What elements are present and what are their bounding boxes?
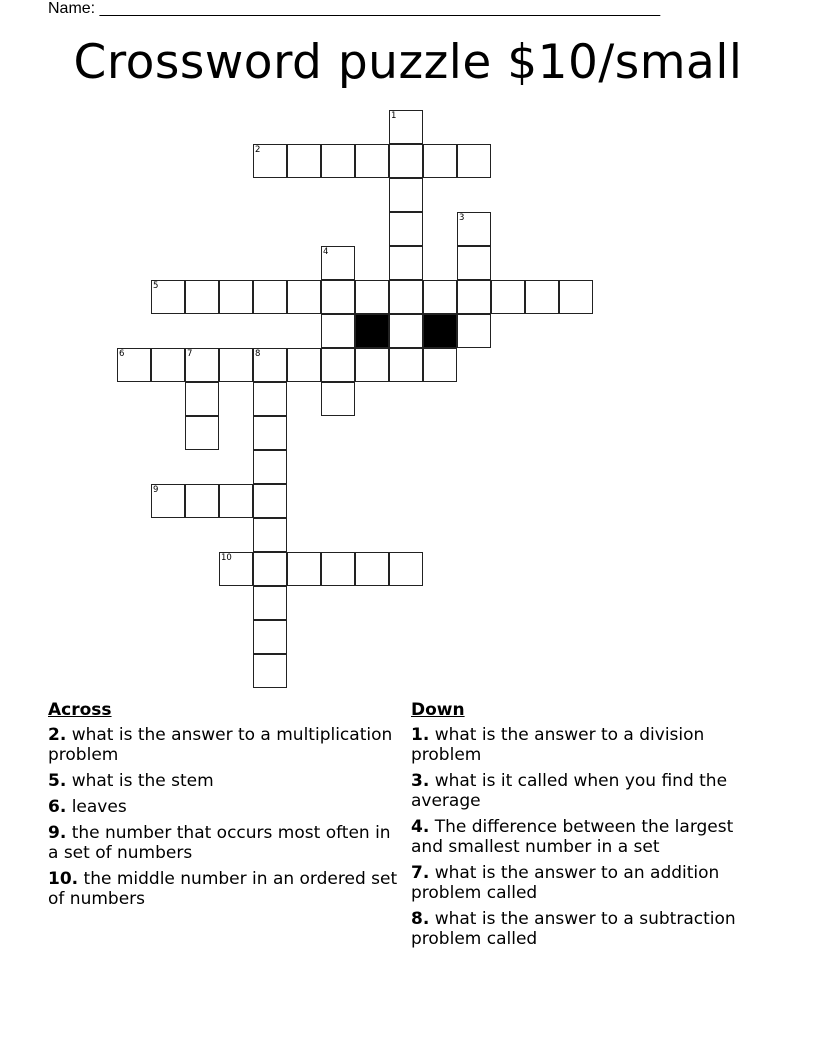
across-clues [48, 700, 398, 915]
grid-cell[interactable] [389, 178, 423, 212]
grid-cell[interactable] [321, 246, 355, 280]
clue-number-label: 4 [323, 247, 329, 257]
grid-cell[interactable] [423, 280, 457, 314]
clue-text: what is the answer to a division problem [411, 725, 705, 765]
clue-number-label: 3 [459, 213, 465, 223]
grid-cell[interactable] [457, 144, 491, 178]
grid-cell[interactable] [355, 144, 389, 178]
grid-cell[interactable] [253, 144, 287, 178]
grid-cell[interactable] [287, 552, 321, 586]
grid-cell[interactable] [185, 382, 219, 416]
grid-cell[interactable] [559, 280, 593, 314]
grid-cell[interactable] [253, 518, 287, 552]
clue-number: 8. [411, 909, 430, 929]
grid-cell[interactable] [355, 280, 389, 314]
grid-cell[interactable] [525, 280, 559, 314]
clue-number: 1. [411, 725, 430, 745]
grid-cell[interactable] [287, 144, 321, 178]
grid-cell[interactable] [457, 314, 491, 348]
across-clue [48, 823, 398, 863]
grid-cell[interactable] [185, 280, 219, 314]
clue-number: 3. [411, 771, 430, 791]
clue-number: 9. [48, 823, 67, 843]
clue-number-label: 2 [255, 145, 261, 155]
clue-text: what is the stem [71, 771, 214, 791]
grid-cell[interactable] [321, 552, 355, 586]
grid-cell[interactable] [219, 552, 253, 586]
blocked-cell [423, 314, 457, 348]
grid-cell[interactable] [253, 280, 287, 314]
grid-cell[interactable] [253, 382, 287, 416]
clue-text: the middle number in an ordered set of numbers [48, 869, 398, 909]
grid-cell[interactable] [219, 280, 253, 314]
grid-cell[interactable] [457, 246, 491, 280]
grid-cell[interactable] [287, 348, 321, 382]
clue-text: the number that occurs most often in a set of numbers [48, 823, 391, 863]
grid-cell[interactable] [389, 348, 423, 382]
blocked-cell [355, 314, 389, 348]
grid-cell[interactable] [151, 280, 185, 314]
grid-cell[interactable] [389, 552, 423, 586]
grid-cell[interactable] [117, 348, 151, 382]
grid-cell[interactable] [253, 552, 287, 586]
name-line: Name: _______________________________________________________________ [48, 0, 661, 17]
down-clues [411, 700, 761, 955]
grid-cell[interactable] [389, 314, 423, 348]
grid-cell[interactable] [321, 280, 355, 314]
grid-cell[interactable] [321, 348, 355, 382]
clue-text: what is the answer to a subtraction problem called [411, 909, 736, 949]
grid-cell[interactable] [253, 586, 287, 620]
grid-cell[interactable] [185, 348, 219, 382]
grid-cell[interactable] [185, 416, 219, 450]
down-clue [411, 863, 761, 903]
grid-cell[interactable] [389, 110, 423, 144]
grid-cell[interactable] [423, 348, 457, 382]
grid-cell[interactable] [253, 484, 287, 518]
across-clue [48, 797, 398, 817]
grid-cell[interactable] [151, 484, 185, 518]
clue-number-label: 5 [153, 281, 159, 291]
clue-text: what is it called when you find the average [411, 771, 728, 811]
clue-number-label: 8 [255, 349, 261, 359]
grid-cell[interactable] [389, 144, 423, 178]
page-title: Crossword puzzle $10/small [73, 35, 743, 90]
grid-cell[interactable] [355, 348, 389, 382]
grid-cell[interactable] [321, 144, 355, 178]
grid-cell[interactable] [185, 484, 219, 518]
grid-cell[interactable] [389, 280, 423, 314]
grid-cell[interactable] [491, 280, 525, 314]
clue-text: what is the answer to a multiplication problem [48, 725, 393, 765]
grid-cell[interactable] [151, 348, 185, 382]
down-clue [411, 771, 761, 811]
clue-number-label: 7 [187, 349, 193, 359]
grid-cell[interactable] [355, 552, 389, 586]
grid-cell[interactable] [457, 212, 491, 246]
grid-cell[interactable] [253, 654, 287, 688]
clue-number-label: 6 [119, 349, 125, 359]
down-clue [411, 909, 761, 949]
clue-number: 5. [48, 771, 67, 791]
clue-text: The difference between the largest and smallest number in a set [411, 817, 734, 857]
grid-cell[interactable] [253, 416, 287, 450]
grid-cell[interactable] [287, 280, 321, 314]
grid-cell[interactable] [389, 246, 423, 280]
across-heading: Across [48, 700, 112, 720]
grid-cell[interactable] [457, 280, 491, 314]
clue-text: what is the answer to an addition problem called [411, 863, 720, 903]
clue-text: leaves [71, 797, 127, 817]
clue-number-label: 9 [153, 485, 159, 495]
down-heading: Down [411, 700, 465, 720]
grid-cell[interactable] [321, 314, 355, 348]
clue-number: 10. [48, 869, 79, 889]
clue-number-label: 1 [391, 111, 397, 121]
grid-cell[interactable] [253, 450, 287, 484]
across-clue [48, 771, 398, 791]
across-clue [48, 725, 398, 765]
grid-cell[interactable] [389, 212, 423, 246]
clue-number: 4. [411, 817, 430, 837]
grid-cell[interactable] [253, 348, 287, 382]
grid-cell[interactable] [219, 484, 253, 518]
grid-cell[interactable] [253, 620, 287, 654]
clue-number: 7. [411, 863, 430, 883]
grid-cell[interactable] [423, 144, 457, 178]
clue-number-label: 10 [221, 553, 232, 563]
grid-cell[interactable] [321, 382, 355, 416]
across-clue [48, 869, 398, 909]
clue-number: 2. [48, 725, 67, 745]
clue-number: 6. [48, 797, 67, 817]
grid-cell[interactable] [219, 348, 253, 382]
down-clue [411, 817, 761, 857]
down-clue [411, 725, 761, 765]
